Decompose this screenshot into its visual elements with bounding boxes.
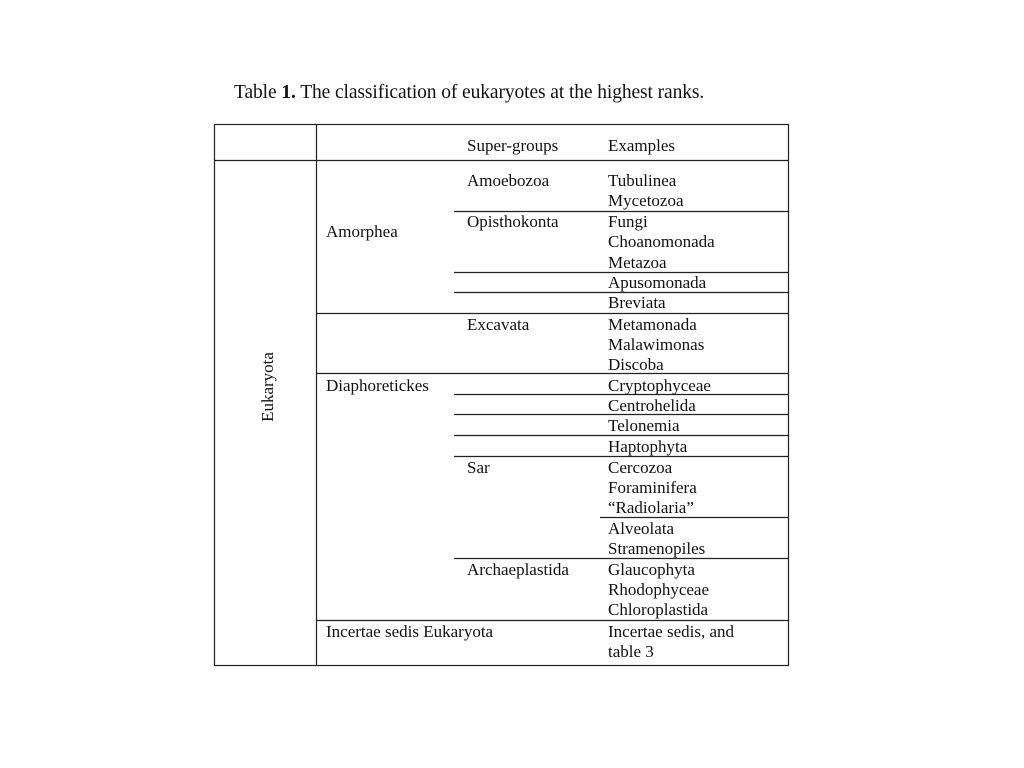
example-tubulinea: Tubulinea [608,171,677,190]
caption-text: The classification of eukaryotes at the highest ranks. [300,82,705,103]
group-incertae-sedis: Incertae sedis Eukaryota [326,622,494,641]
example-chloroplastida: Chloroplastida [608,600,709,619]
example-malawimonas: Malawimonas [608,335,705,354]
group-diaphoretickes: Diaphoretickes [326,376,429,395]
supergroup-sar: Sar [467,458,490,477]
example-mycetozoa: Mycetozoa [608,191,684,210]
example-glaucophyta: Glaucophyta [608,560,695,579]
example-choanomonada: Choanomonada [608,232,715,251]
header-examples: Examples [608,136,676,155]
example-foraminifera: Foraminifera [608,478,697,497]
example-stramenopiles: Stramenopiles [608,539,706,558]
example-centrohelida: Centrohelida [608,396,696,415]
example-metamonada: Metamonada [608,315,697,334]
example-table-3: table 3 [608,642,654,661]
header-supergroups: Super-groups [467,136,559,155]
example-breviata: Breviata [608,293,666,312]
group-amorphea: Amorphea [326,222,398,241]
supergroup-opisthokonta: Opisthokonta [467,212,559,231]
supergroup-amoebozoa: Amoebozoa [467,171,550,190]
example-rhodophyceae: Rhodophyceae [608,580,710,599]
example-apusomonada: Apusomonada [608,273,707,292]
domain-label: Eukaryota [258,352,277,422]
example-cercozoa: Cercozoa [608,458,673,477]
example-metazoa: Metazoa [608,253,667,272]
example-fungi: Fungi [608,212,648,231]
example-telonemia: Telonemia [608,416,680,435]
example-incertae-sedis: Incertae sedis, and [608,622,735,641]
supergroup-archaeplastida: Archaeplastida [467,560,569,579]
example-radiolaria: “Radiolaria” [608,498,694,517]
example-haptophyta: Haptophyta [608,437,688,456]
example-discoba: Discoba [608,355,664,374]
caption-label: Table [234,82,277,103]
example-cryptophyceae: Cryptophyceae [608,376,711,395]
caption-number: 1. [281,82,296,103]
supergroup-excavata: Excavata [467,315,530,334]
example-alveolata: Alveolata [608,519,675,538]
